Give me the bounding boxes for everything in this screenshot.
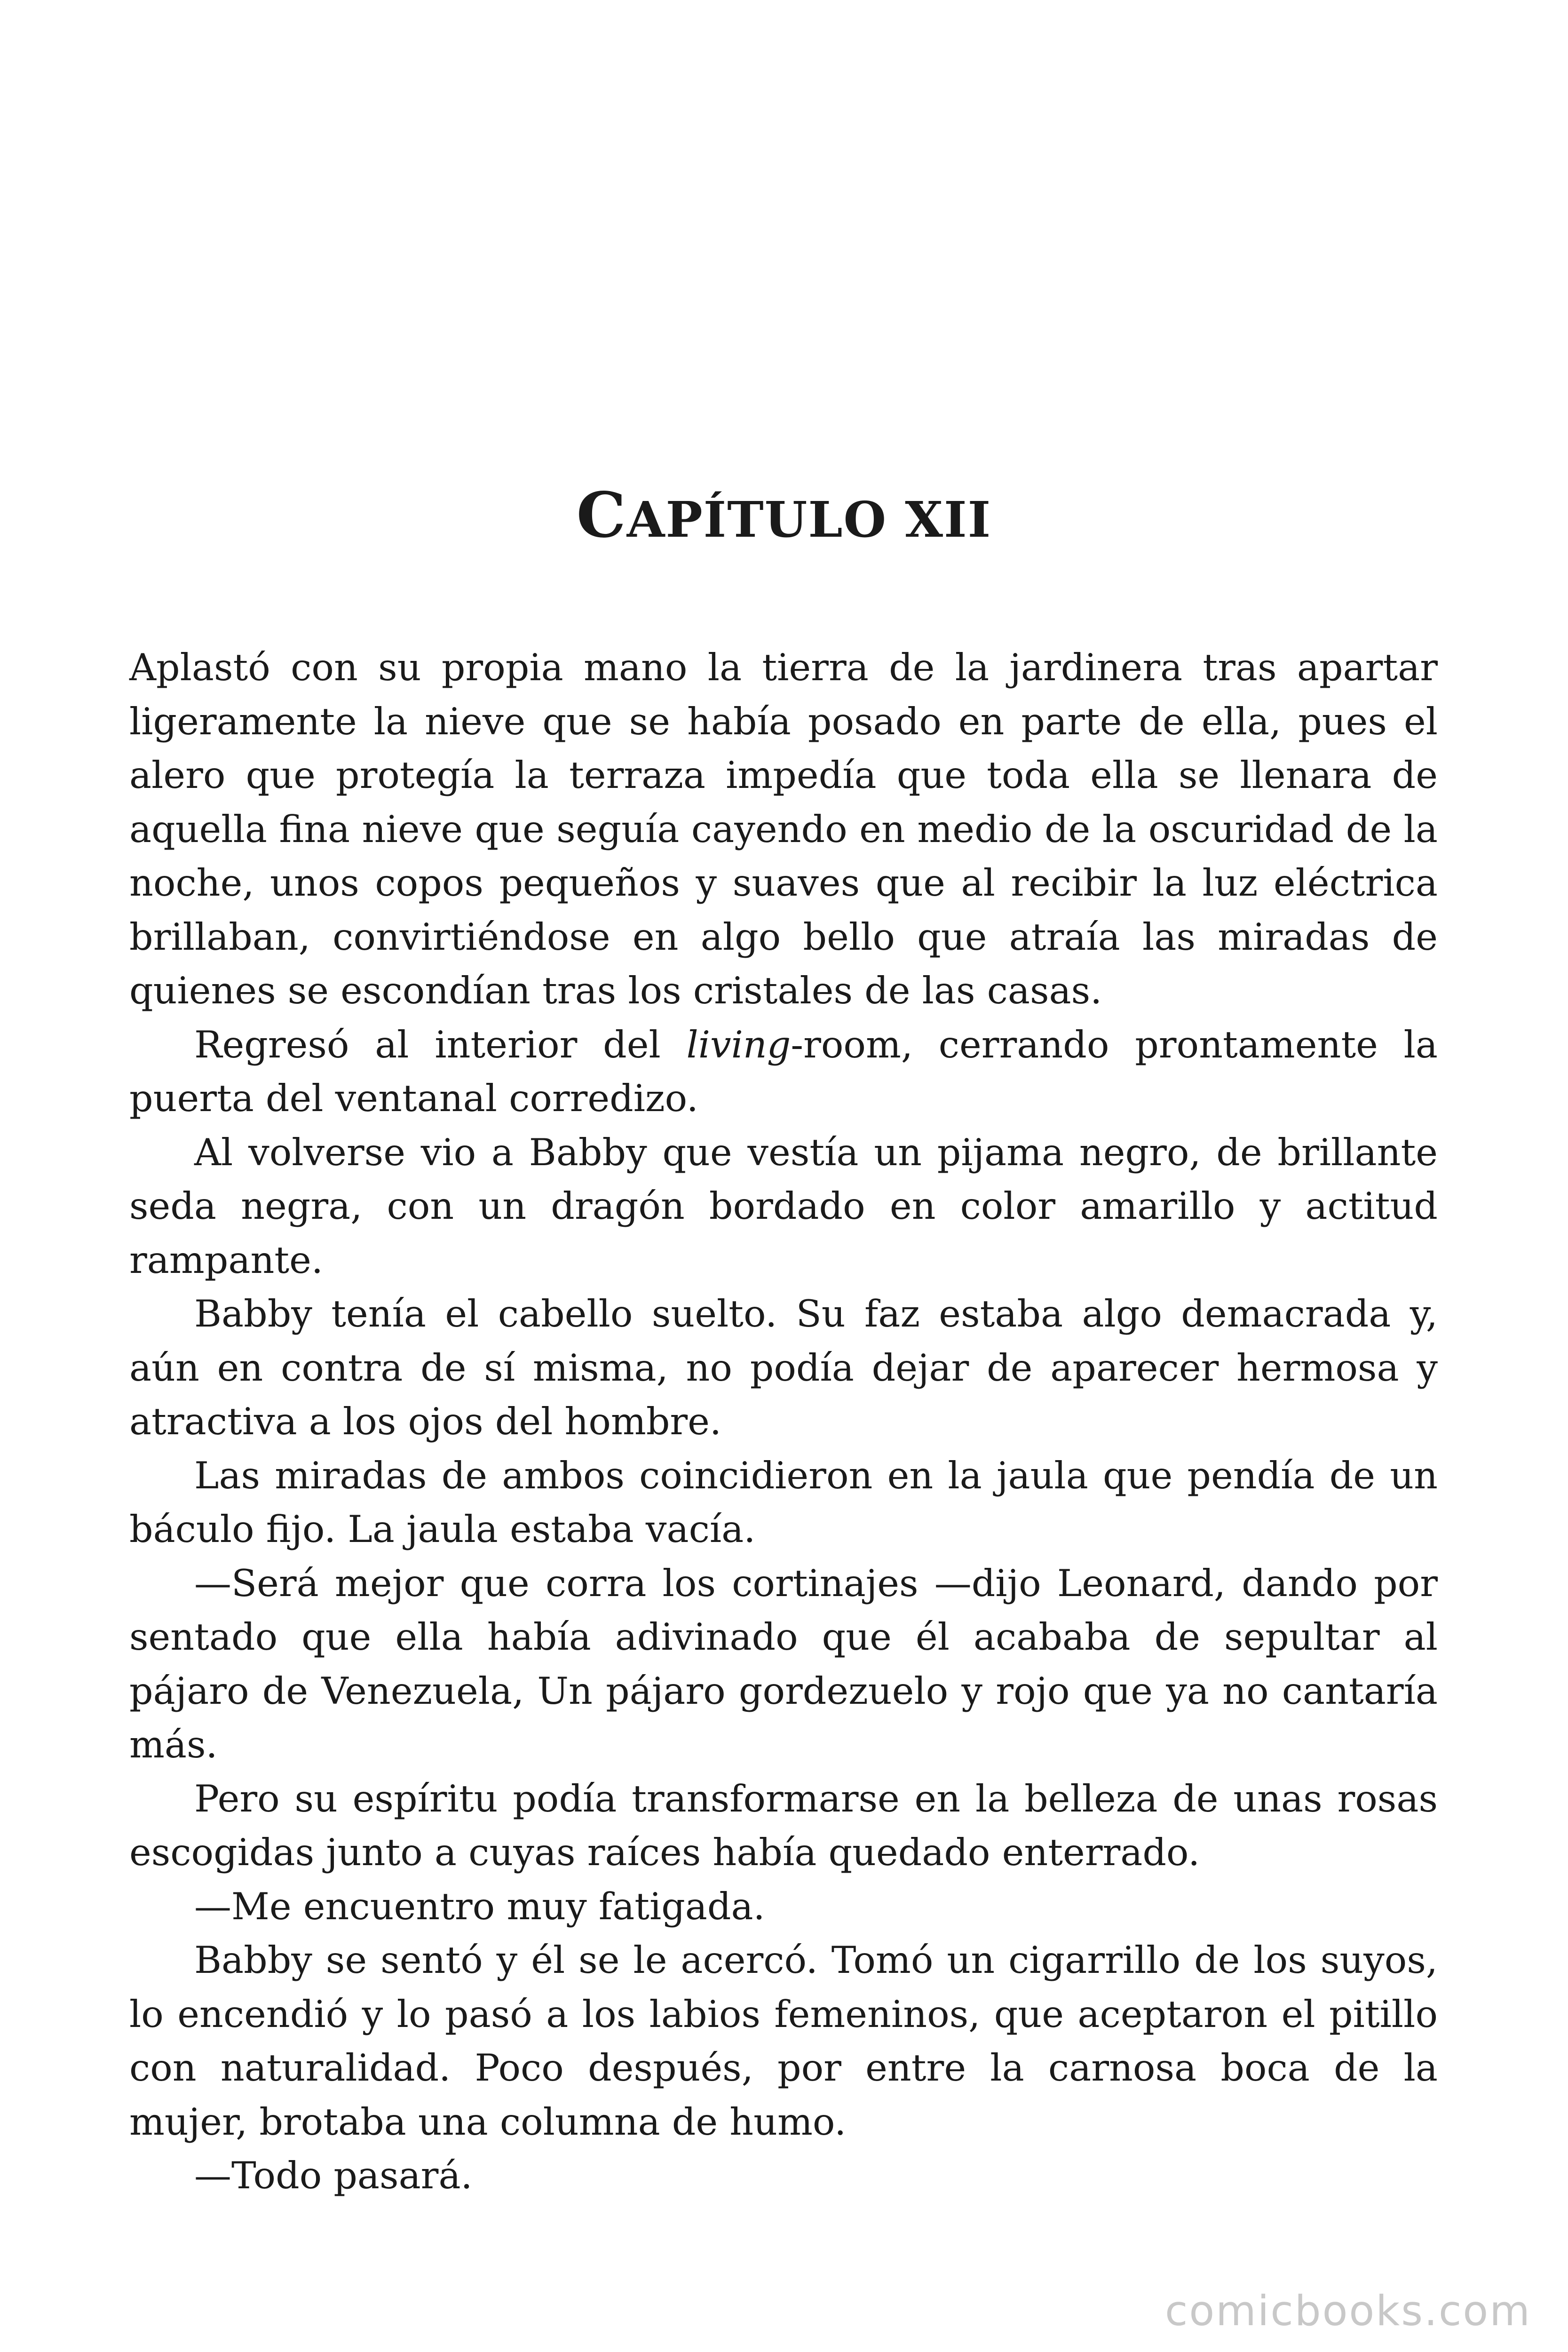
paragraph (129, 1018, 1438, 1126)
paragraph-text: Regresó al interior del (194, 1023, 687, 1066)
paragraph: Al volverse vio a Babby que vestía un pijama negro, de brillante seda negra, con un dragón bordado en color amarillo y actitud rampante. (129, 1130, 1438, 1282)
chapter-body (129, 641, 1438, 2203)
paragraph: —Será mejor que corra los cortinajes —dijo Leonard, dando por sentado que ella había adivinado que él acababa de sepultar al pájaro de Venezuela, Un pájaro gordezuelo y rojo que ya no cantaría más. (129, 1561, 1438, 1766)
chapter-title-rest: APÍTULO XII (626, 490, 992, 548)
paragraph: Aplastó con su propia mano la tierra de la jardinera tras apartar ligeramente la nieve que se había posado en parte de ella, pues el alero que protegía la terraza impedía que toda ella se llenara de aquella fina nieve que seguía cayendo en medio de la oscuridad de la noche, unos copos pequeños y suaves que al recibir la luz eléctrica brillaban, convirtiéndose en algo bello que atraía las miradas de quienes se escondían tras los cristales de las casas. (129, 646, 1438, 1012)
paragraph: —Me encuentro muy fatigada. (194, 1884, 765, 1928)
paragraph: Pero su espíritu podía transformarse en la belleza de unas rosas escogidas junto a cuyas raíces había quedado enterrado. (129, 1777, 1438, 1874)
paragraph: Babby tenía el cabello suelto. Su faz estaba algo demacrada y, aún en contra de sí misma, no podía dejar de aparecer hermosa y atractiva a los ojos del hombre. (129, 1292, 1438, 1443)
italic-word: living (686, 1023, 791, 1066)
paragraph: Las miradas de ambos coincidieron en la jaula que pendía de un báculo fijo. La jaula estaba vacía. (129, 1454, 1438, 1551)
chapter-title (0, 478, 1568, 552)
paragraph: Babby se sentó y él se le acercó. Tomó un cigarrillo de los suyos, lo encendió y lo pasó a los labios femeninos, que aceptaron el pitillo con naturalidad. Poco después, por entre la carnosa boca de la mujer, brotaba una columna de humo. (129, 1939, 1438, 2144)
chapter-title-initial: C (576, 478, 627, 552)
paragraph-text: -room, cerrando prontamente la puerta del ventanal corredizo. (129, 1023, 1438, 1120)
paragraph: —Todo pasará. (194, 2154, 473, 2197)
watermark: comicbooks.com (1164, 2287, 1531, 2335)
